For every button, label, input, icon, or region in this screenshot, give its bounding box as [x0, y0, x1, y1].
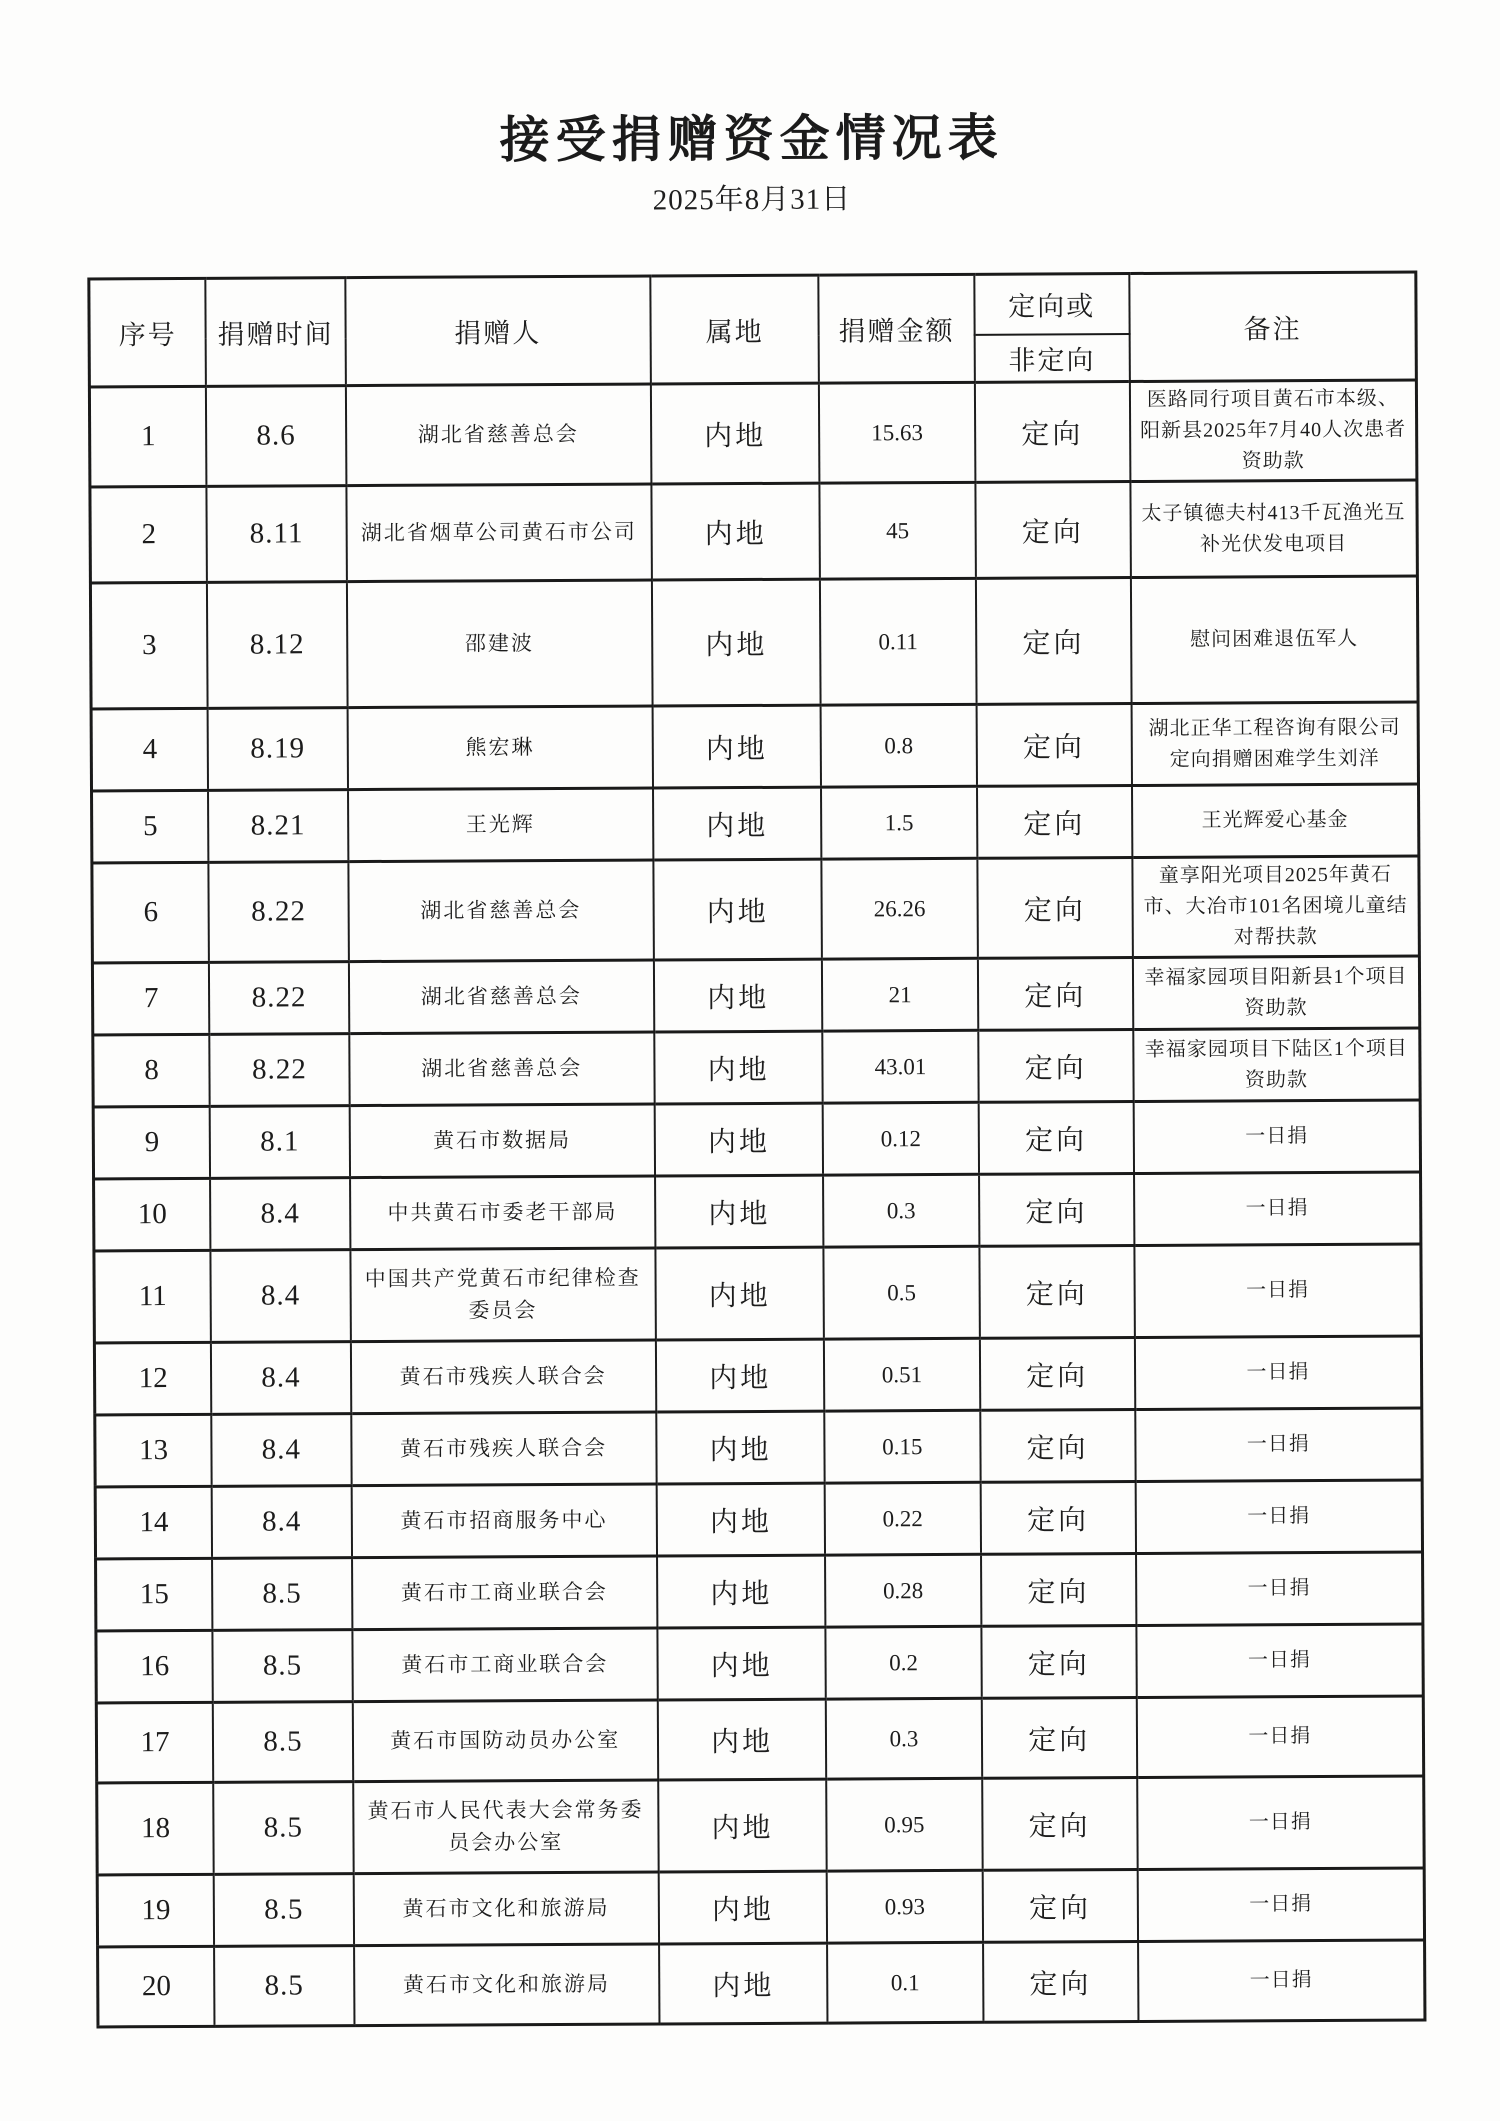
cell-donor: 黄石市工商业联合会 [352, 1628, 658, 1702]
cell-time: 8.4 [211, 1342, 351, 1415]
cell-amount: 0.3 [823, 1174, 979, 1247]
table-row [92, 856, 1420, 963]
cell-time: 8.5 [213, 1702, 353, 1783]
cell-donor: 湖北省烟草公司黄石市公司 [346, 484, 652, 582]
cell-donor: 黄石市残疾人联合会 [351, 1412, 657, 1486]
cell-donor: 黄石市工商业联合会 [352, 1556, 658, 1630]
cell-amount: 0.15 [825, 1410, 981, 1483]
table-row [94, 1244, 1421, 1343]
cell-remark: 一日捐 [1133, 1100, 1420, 1174]
cell-type: 定向 [975, 482, 1131, 579]
cell-no: 17 [96, 1702, 213, 1783]
cell-type: 定向 [975, 578, 1131, 705]
cell-region: 内地 [656, 1339, 825, 1412]
cell-time: 8.4 [212, 1414, 352, 1487]
cell-no: 14 [95, 1486, 212, 1559]
cell-amount: 1.5 [821, 786, 977, 859]
cell-type: 定向 [980, 1409, 1136, 1482]
table-row [92, 956, 1419, 1035]
cell-remark: 一日捐 [1135, 1336, 1422, 1410]
cell-region: 内地 [657, 1555, 826, 1628]
cell-remark: 太子镇德夫村413千瓦渔光互补光伏发电项目 [1130, 480, 1417, 577]
cell-amount: 0.93 [827, 1870, 983, 1943]
cell-donor: 黄石市人民代表大会常务委员会办公室 [353, 1780, 659, 1874]
table-row [90, 576, 1418, 709]
header-type-nondirected: 非定向 [974, 334, 1129, 383]
cell-no: 19 [97, 1874, 214, 1947]
cell-amount: 0.11 [820, 578, 976, 705]
cell-remark: 一日捐 [1137, 1776, 1424, 1869]
cell-region: 内地 [655, 1175, 824, 1248]
cell-donor: 黄石市数据局 [349, 1104, 655, 1178]
header-remark: 备注 [1129, 272, 1416, 381]
cell-no: 7 [92, 962, 209, 1035]
cell-no: 18 [97, 1782, 214, 1875]
header-donor: 捐赠人 [345, 276, 651, 386]
header-row-top [89, 272, 1416, 339]
header-amount: 捐赠金额 [819, 274, 975, 383]
header-type-directed: 定向或 [974, 274, 1130, 335]
cell-type: 定向 [977, 786, 1133, 859]
cell-donor: 中共黄石市委老干部局 [350, 1176, 656, 1250]
cell-remark: 一日捐 [1137, 1696, 1424, 1778]
table-row [95, 1408, 1422, 1487]
cell-type: 定向 [976, 704, 1132, 787]
header-region: 属地 [650, 275, 819, 384]
cell-no: 8 [93, 1034, 210, 1107]
cell-amount: 43.01 [823, 1030, 979, 1103]
cell-no: 6 [92, 862, 209, 963]
cell-time: 8.5 [214, 1874, 354, 1947]
cell-time: 8.4 [210, 1178, 350, 1251]
cell-donor: 湖北省慈善总会 [349, 960, 655, 1034]
cell-donor: 熊宏琳 [347, 706, 653, 790]
table-row [89, 380, 1417, 487]
table-row [90, 480, 1417, 583]
cell-donor: 黄石市招商服务中心 [351, 1484, 657, 1558]
cell-type: 定向 [979, 1337, 1135, 1410]
cell-no: 16 [96, 1630, 213, 1703]
cell-type: 定向 [981, 1625, 1137, 1698]
cell-region: 内地 [658, 1779, 827, 1872]
cell-time: 8.5 [213, 1630, 353, 1703]
table-row [93, 1028, 1420, 1107]
cell-type: 定向 [977, 858, 1133, 959]
cell-region: 内地 [652, 705, 821, 788]
cell-no: 12 [94, 1342, 211, 1415]
cell-type: 定向 [981, 1553, 1137, 1626]
cell-region: 内地 [651, 383, 820, 484]
header-no: 序号 [89, 278, 206, 387]
cell-remark: 一日捐 [1134, 1244, 1421, 1337]
cell-donor: 黄石市文化和旅游局 [354, 1944, 660, 2026]
table-row [96, 1624, 1423, 1703]
cell-time: 8.22 [209, 862, 349, 963]
cell-donor: 黄石市残疾人联合会 [350, 1340, 656, 1414]
table-row [94, 1172, 1421, 1251]
cell-type: 定向 [980, 1481, 1136, 1554]
cell-amount: 21 [822, 958, 978, 1031]
donation-table [87, 271, 1426, 2029]
cell-time: 8.22 [210, 1034, 350, 1107]
cell-time: 8.5 [212, 1558, 352, 1631]
table-row [96, 1696, 1423, 1783]
cell-time: 8.4 [211, 1250, 351, 1343]
cell-no: 2 [90, 486, 207, 583]
table-row [92, 784, 1419, 863]
cell-region: 内地 [659, 1943, 828, 2024]
cell-type: 定向 [974, 382, 1130, 483]
cell-type: 定向 [978, 1030, 1134, 1103]
cell-time: 8.5 [214, 1946, 354, 2027]
cell-remark: 一日捐 [1136, 1552, 1423, 1626]
cell-region: 内地 [654, 1031, 823, 1104]
cell-region: 内地 [652, 579, 821, 706]
cell-region: 内地 [656, 1411, 825, 1484]
cell-amount: 0.28 [825, 1554, 981, 1627]
cell-region: 内地 [656, 1483, 825, 1556]
cell-no: 1 [89, 386, 206, 487]
cell-amount: 0.8 [821, 704, 977, 787]
cell-type: 定向 [982, 1869, 1138, 1942]
cell-remark: 一日捐 [1135, 1408, 1422, 1482]
cell-no: 15 [96, 1558, 213, 1631]
cell-remark: 一日捐 [1137, 1868, 1424, 1942]
cell-region: 内地 [658, 1871, 827, 1944]
cell-region: 内地 [654, 959, 823, 1032]
cell-amount: 26.26 [822, 858, 978, 959]
table-header [89, 272, 1417, 387]
cell-time: 8.6 [206, 386, 346, 487]
cell-remark: 王光辉爱心基金 [1132, 784, 1419, 858]
table-row [97, 1868, 1424, 1947]
cell-amount: 0.1 [827, 1942, 983, 2023]
cell-remark: 幸福家园项目阳新县1个项目资助款 [1133, 956, 1420, 1030]
cell-remark: 医路同行项目黄石市本级、阳新县2025年7月40人次患者资助款 [1130, 380, 1417, 481]
cell-remark: 一日捐 [1136, 1624, 1423, 1698]
cell-region: 内地 [658, 1699, 827, 1780]
table-row [91, 702, 1418, 791]
cell-region: 内地 [653, 859, 822, 960]
table-body [89, 380, 1425, 2027]
cell-donor: 湖北省慈善总会 [345, 384, 651, 486]
cell-remark: 一日捐 [1134, 1172, 1421, 1246]
cell-amount: 15.63 [819, 382, 975, 483]
table-row [93, 1100, 1420, 1179]
cell-region: 内地 [655, 1247, 824, 1340]
cell-amount: 0.2 [826, 1626, 982, 1699]
cell-donor: 王光辉 [348, 788, 654, 862]
cell-type: 定向 [982, 1777, 1138, 1870]
cell-remark: 童享阳光项目2025年黄石市、大冶市101名困境儿童结对帮扶款 [1132, 856, 1419, 957]
cell-type: 定向 [979, 1174, 1135, 1247]
cell-time: 8.22 [209, 962, 349, 1035]
cell-remark: 湖北正华工程咨询有限公司定向捐赠困难学生刘洋 [1131, 702, 1418, 785]
cell-amount: 0.3 [826, 1698, 982, 1779]
cell-time: 8.19 [208, 708, 348, 791]
cell-donor: 湖北省慈善总会 [348, 860, 654, 962]
cell-time: 8.11 [207, 486, 347, 583]
cell-time: 8.21 [208, 790, 348, 863]
cell-donor: 黄石市国防动员办公室 [352, 1700, 658, 1782]
cell-donor: 中国共产党黄石市纪律检查委员会 [350, 1248, 656, 1342]
cell-region: 内地 [654, 1103, 823, 1176]
cell-time: 8.5 [213, 1782, 353, 1875]
cell-time: 8.4 [212, 1486, 352, 1559]
cell-donor: 湖北省慈善总会 [349, 1032, 655, 1106]
cell-amount: 0.22 [825, 1482, 981, 1555]
cell-type: 定向 [979, 1245, 1135, 1338]
report-date: 2025年8月31日 [652, 183, 852, 217]
cell-amount: 0.5 [824, 1246, 980, 1339]
table-row [98, 1940, 1425, 2027]
cell-amount: 0.51 [824, 1338, 980, 1411]
table-row [96, 1552, 1423, 1631]
cell-no: 13 [95, 1414, 212, 1487]
table-row [95, 1480, 1422, 1559]
cell-remark: 慰问困难退伍军人 [1131, 576, 1418, 703]
cell-no: 11 [94, 1250, 211, 1343]
cell-remark: 一日捐 [1138, 1940, 1425, 2022]
cell-no: 4 [91, 708, 208, 791]
cell-time: 8.1 [210, 1106, 350, 1179]
cell-type: 定向 [983, 1941, 1139, 2022]
cell-time: 8.12 [207, 582, 347, 709]
cell-no: 9 [93, 1106, 210, 1179]
cell-type: 定向 [981, 1697, 1137, 1778]
cell-donor: 黄石市文化和旅游局 [353, 1872, 659, 1946]
table-row [94, 1336, 1421, 1415]
cell-type: 定向 [977, 958, 1133, 1031]
header-time: 捐赠时间 [206, 278, 346, 387]
cell-remark: 一日捐 [1135, 1480, 1422, 1554]
cell-no: 20 [98, 1946, 215, 2027]
cell-donor: 邵建波 [347, 580, 653, 708]
page-title: 接受捐赠资金情况表 [499, 109, 1004, 169]
cell-amount: 45 [820, 482, 976, 579]
cell-type: 定向 [978, 1102, 1134, 1175]
cell-remark: 幸福家园项目下陆区1个项目资助款 [1133, 1028, 1420, 1102]
cell-amount: 0.12 [823, 1102, 979, 1175]
cell-no: 3 [90, 582, 207, 709]
cell-no: 5 [92, 790, 209, 863]
cell-no: 10 [94, 1178, 211, 1251]
table-row [97, 1776, 1424, 1875]
cell-amount: 0.95 [827, 1778, 983, 1871]
cell-region: 内地 [653, 787, 822, 860]
cell-region: 内地 [657, 1627, 826, 1700]
cell-region: 内地 [651, 483, 820, 580]
